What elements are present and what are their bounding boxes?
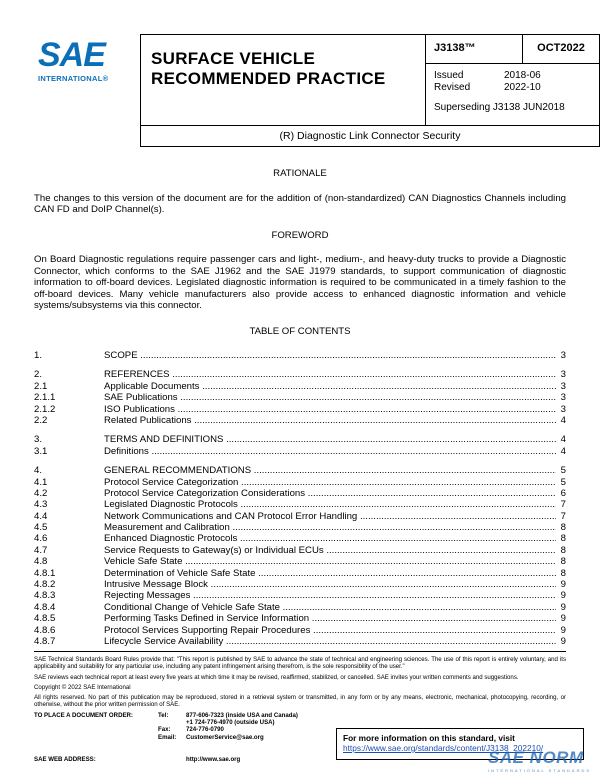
doc-date: OCT2022 — [522, 34, 600, 64]
title-line-1: SURFACE VEHICLE — [151, 49, 316, 68]
toc-entry[interactable] — [34, 511, 566, 522]
toc-entry[interactable] — [34, 392, 566, 403]
toc-entry-page: 8 — [560, 556, 566, 568]
rights-text: All rights reserved. No part of this publication may be reproduced, stored in a retrieval system or transmitted, in any form or by any means, electronic, mechanical, photocopying, recording, or otherwise, without the prior written permission of SAE. — [34, 694, 566, 709]
toc-entry-page: 8 — [560, 522, 566, 534]
toc-entry[interactable] — [34, 477, 566, 488]
toc-entry-number: 2.1.2 — [34, 403, 56, 415]
issue-box — [425, 63, 600, 126]
toc-entry[interactable] — [34, 522, 566, 533]
toc-gap — [34, 457, 566, 465]
toc-entry-title: Network Communications and CAN Protocol Error Handling ..... — [104, 511, 556, 522]
toc-entry-number: 4.8.1 — [34, 567, 56, 579]
fax-label: Fax: — [158, 726, 171, 734]
revised-label: Revised — [434, 82, 471, 93]
toc-entry-page: 4 — [560, 414, 566, 426]
toc-entry-title: Protocol Service Categorization Considerations ..... — [104, 488, 556, 499]
toc-entry-title: Related Publications ..... — [104, 415, 556, 426]
toc-entry-number: 4.6 — [34, 533, 48, 545]
standard-link[interactable]: https://www.sae.org/standards/content/J3138_202210/ — [343, 743, 544, 753]
toc-entry-number: 1. — [34, 350, 43, 361]
document-subtitle: (R) Diagnostic Link Connector Security — [140, 125, 600, 147]
footer-divider — [34, 651, 566, 652]
toc-entry-number: 4.5 — [34, 522, 48, 534]
toc-entry[interactable] — [34, 533, 566, 544]
tel-label: Tel: — [158, 711, 169, 719]
toc-entry[interactable] — [34, 465, 566, 476]
toc-entry-page: 3 — [560, 369, 566, 381]
toc-entry-page: 3 — [560, 392, 566, 404]
toc-entry-number: 2.1 — [34, 380, 48, 392]
toc-gap — [34, 361, 566, 369]
toc-entry[interactable] — [34, 568, 566, 579]
toc-entry-page: 3 — [560, 350, 566, 361]
sae-logo — [38, 38, 124, 92]
toc-entry-number: 4.8.3 — [34, 590, 56, 602]
issued-label: Issued — [434, 70, 464, 81]
toc-entry-title: Measurement and Calibration ..... — [104, 522, 556, 533]
superseding: Superseding J3138 JUN2018 — [434, 102, 565, 113]
logo-subtext: INTERNATIONAL® — [38, 74, 109, 83]
toc-entry-page: 9 — [560, 635, 566, 647]
toc-entry-title: Conditional Change of Vehicle Safe State ..... — [104, 602, 556, 613]
toc-entry-page: 6 — [560, 487, 566, 499]
toc-entry-title: Intrusive Message Block ..... — [104, 579, 556, 590]
copyright-text: Copyright © 2022 SAE International — [34, 683, 131, 691]
toc-entry-page: 8 — [560, 544, 566, 556]
rationale-heading: RATIONALE — [273, 168, 327, 179]
toc-entry-page: 8 — [560, 567, 566, 579]
toc-entry-page: 9 — [560, 590, 566, 602]
toc-entry-title: Rejecting Messages ..... — [104, 590, 556, 601]
toc-entry-number: 4. — [34, 465, 43, 477]
toc-entry[interactable] — [34, 613, 566, 624]
toc-entry-page: 3 — [560, 380, 566, 392]
toc-entry-number: 3. — [34, 434, 43, 446]
foreword-heading: FOREWORD — [271, 229, 329, 241]
toc-entry-title: Performing Tasks Defined in Service Information ..... — [104, 613, 556, 624]
toc-entry-number: 4.8.5 — [34, 613, 56, 625]
toc-entry[interactable] — [34, 579, 566, 590]
toc-entry[interactable] — [34, 602, 566, 613]
toc-entry-title: Determination of Vehicle Safe State ..... — [104, 568, 556, 579]
toc-entry[interactable] — [34, 415, 566, 426]
toc-entry-title: Definitions ..... — [104, 446, 556, 457]
toc-entry-number: 2.2 — [34, 414, 48, 426]
issued-value: 2018-06 — [504, 70, 541, 81]
toc-entry-page: 4 — [560, 445, 566, 457]
document-body — [34, 162, 566, 647]
logo-text: SAE — [38, 36, 105, 74]
toc-entry-number: 4.8.7 — [34, 635, 56, 647]
email-label: Email: — [158, 733, 177, 741]
toc-entry[interactable] — [34, 556, 566, 567]
web-value[interactable]: http://www.sae.org — [186, 756, 241, 763]
toc-entry-number: 4.1 — [34, 476, 48, 488]
toc-entry-title: TERMS AND DEFINITIONS ..... — [104, 434, 556, 445]
toc-gap — [34, 426, 566, 434]
toc-entry-page: 5 — [560, 465, 566, 477]
toc-entry-page: 9 — [560, 579, 566, 591]
email-value[interactable]: CustomerService@sae.org — [186, 733, 264, 741]
toc-entry-number: 4.4 — [34, 510, 48, 522]
revised-value: 2022-10 — [504, 82, 541, 93]
toc-entry-page: 7 — [560, 499, 566, 511]
toc-entry-title: ISO Publications ..... — [104, 404, 556, 415]
toc-entry[interactable] — [34, 381, 566, 392]
watermark-text: SAE NORM — [488, 748, 584, 767]
tel2-value: +1 724-776-4970 (outside USA) — [186, 719, 275, 727]
toc-entry[interactable] — [34, 499, 566, 510]
toc-entry[interactable] — [34, 404, 566, 415]
toc-entry-number: 4.8.2 — [34, 579, 56, 591]
toc-entry-title: Applicable Documents ..... — [104, 381, 556, 392]
toc-entry[interactable] — [34, 434, 566, 445]
info-heading: For more information on this standard, visit — [343, 733, 515, 743]
toc-entry-title: Protocol Services Supporting Repair Procedures ..... — [104, 625, 556, 636]
toc-entry-title: Lifecycle Service Availability ..... — [104, 636, 556, 647]
fax-value: 724-776-0790 — [186, 726, 224, 734]
toc-entry[interactable] — [34, 625, 566, 636]
toc-entry-number: 3.1 — [34, 445, 48, 457]
toc-entry-title: REFERENCES ..... — [104, 369, 556, 380]
rationale-text: The changes to this version of the document are for the addition of (non-standardized) CAN Diagnostics Channels including CAN FD and DoIP Channel(s). — [34, 192, 566, 215]
toc-entry[interactable] — [34, 350, 566, 361]
toc-heading: TABLE OF CONTENTS — [249, 325, 351, 337]
toc-entry-page: 9 — [560, 613, 566, 625]
toc-entry-page: 3 — [560, 403, 566, 415]
order-label: TO PLACE A DOCUMENT ORDER: — [34, 711, 133, 719]
title-box — [140, 34, 426, 126]
toc-entry-page: 9 — [560, 601, 566, 613]
tel-value: 877-606-7323 (inside USA and Canada) — [186, 711, 298, 719]
doc-number: J3138™ — [425, 34, 523, 64]
toc-entry-title: Legislated Diagnostic Protocols ..... — [104, 499, 556, 510]
toc-entry-number: 2. — [34, 369, 43, 381]
toc-entry-page: 9 — [560, 624, 566, 636]
toc-entry-number: 4.8.6 — [34, 624, 56, 636]
toc-entry-title: Service Requests to Gateway(s) or Individual ECUs ..... — [104, 545, 556, 556]
toc-entry[interactable] — [34, 446, 566, 457]
toc-entry-title: Vehicle Safe State ..... — [104, 556, 556, 567]
watermark-subtext: INTERNATIONAL STANDARDS — [488, 768, 592, 773]
toc-entry[interactable] — [34, 545, 566, 556]
toc-entry[interactable] — [34, 636, 566, 647]
board-rules-text: SAE Technical Standards Board Rules provide that: "This report is published by SAE to advance the state of technical and engineering sciences. The use of this report is entirely voluntary, and its applicability and suitability for any particular use, including any patent infringement arising therefrom, is the sole responsibility of the user." — [34, 656, 566, 671]
toc-entry-number: 4.8.4 — [34, 601, 56, 613]
toc-entry-page: 8 — [560, 533, 566, 545]
review-text: SAE reviews each technical report at least every five years at which time it may be revised, reaffirmed, stabilized, or cancelled. SAE invites your written comments and suggestions. — [34, 673, 519, 681]
toc-entry-number: 4.2 — [34, 487, 48, 499]
toc-entry-title: Enhanced Diagnostic Protocols ..... — [104, 533, 556, 544]
toc-entry-number: 4.7 — [34, 544, 48, 556]
toc-entry[interactable] — [34, 590, 566, 601]
toc-entry-page: 7 — [560, 510, 566, 522]
toc-entry-title: SCOPE ..... — [104, 350, 556, 361]
toc-entry-number: 4.3 — [34, 499, 48, 511]
toc-entry-title: GENERAL RECOMMENDATIONS ..... — [104, 465, 556, 476]
document-header — [34, 34, 585, 152]
toc-entry-number: 2.1.1 — [34, 392, 56, 404]
watermark-logo — [488, 748, 598, 774]
web-label: SAE WEB ADDRESS: — [34, 756, 96, 763]
toc-entry-number: 4.8 — [34, 556, 48, 568]
toc-entry-title: Protocol Service Categorization ..... — [104, 477, 556, 488]
title-line-2: RECOMMENDED PRACTICE — [151, 69, 386, 88]
foreword-text: On Board Diagnostic regulations require passenger cars and light-, medium-, and heavy-duty trucks to provide a Diagnostic Connector, which conforms to the SAE J1962 and the SAE J1979 standards, to support communication of diagnostic information to off-board devices. Legislated diagnostic information is required to be communicated in a timely fashion to the off-board devices. Many vehicle manufacturers also provide access to enhanced diagnostic information and vehicle systems/subsystems via this connector. — [34, 254, 566, 311]
web-address-row — [34, 756, 240, 763]
toc-entry[interactable] — [34, 369, 566, 380]
toc-entry-page: 4 — [560, 434, 566, 446]
toc-entry-title: SAE Publications ..... — [104, 392, 556, 403]
toc-entry[interactable] — [34, 488, 566, 499]
toc-entry-page: 5 — [560, 476, 566, 488]
table-of-contents — [34, 350, 566, 647]
